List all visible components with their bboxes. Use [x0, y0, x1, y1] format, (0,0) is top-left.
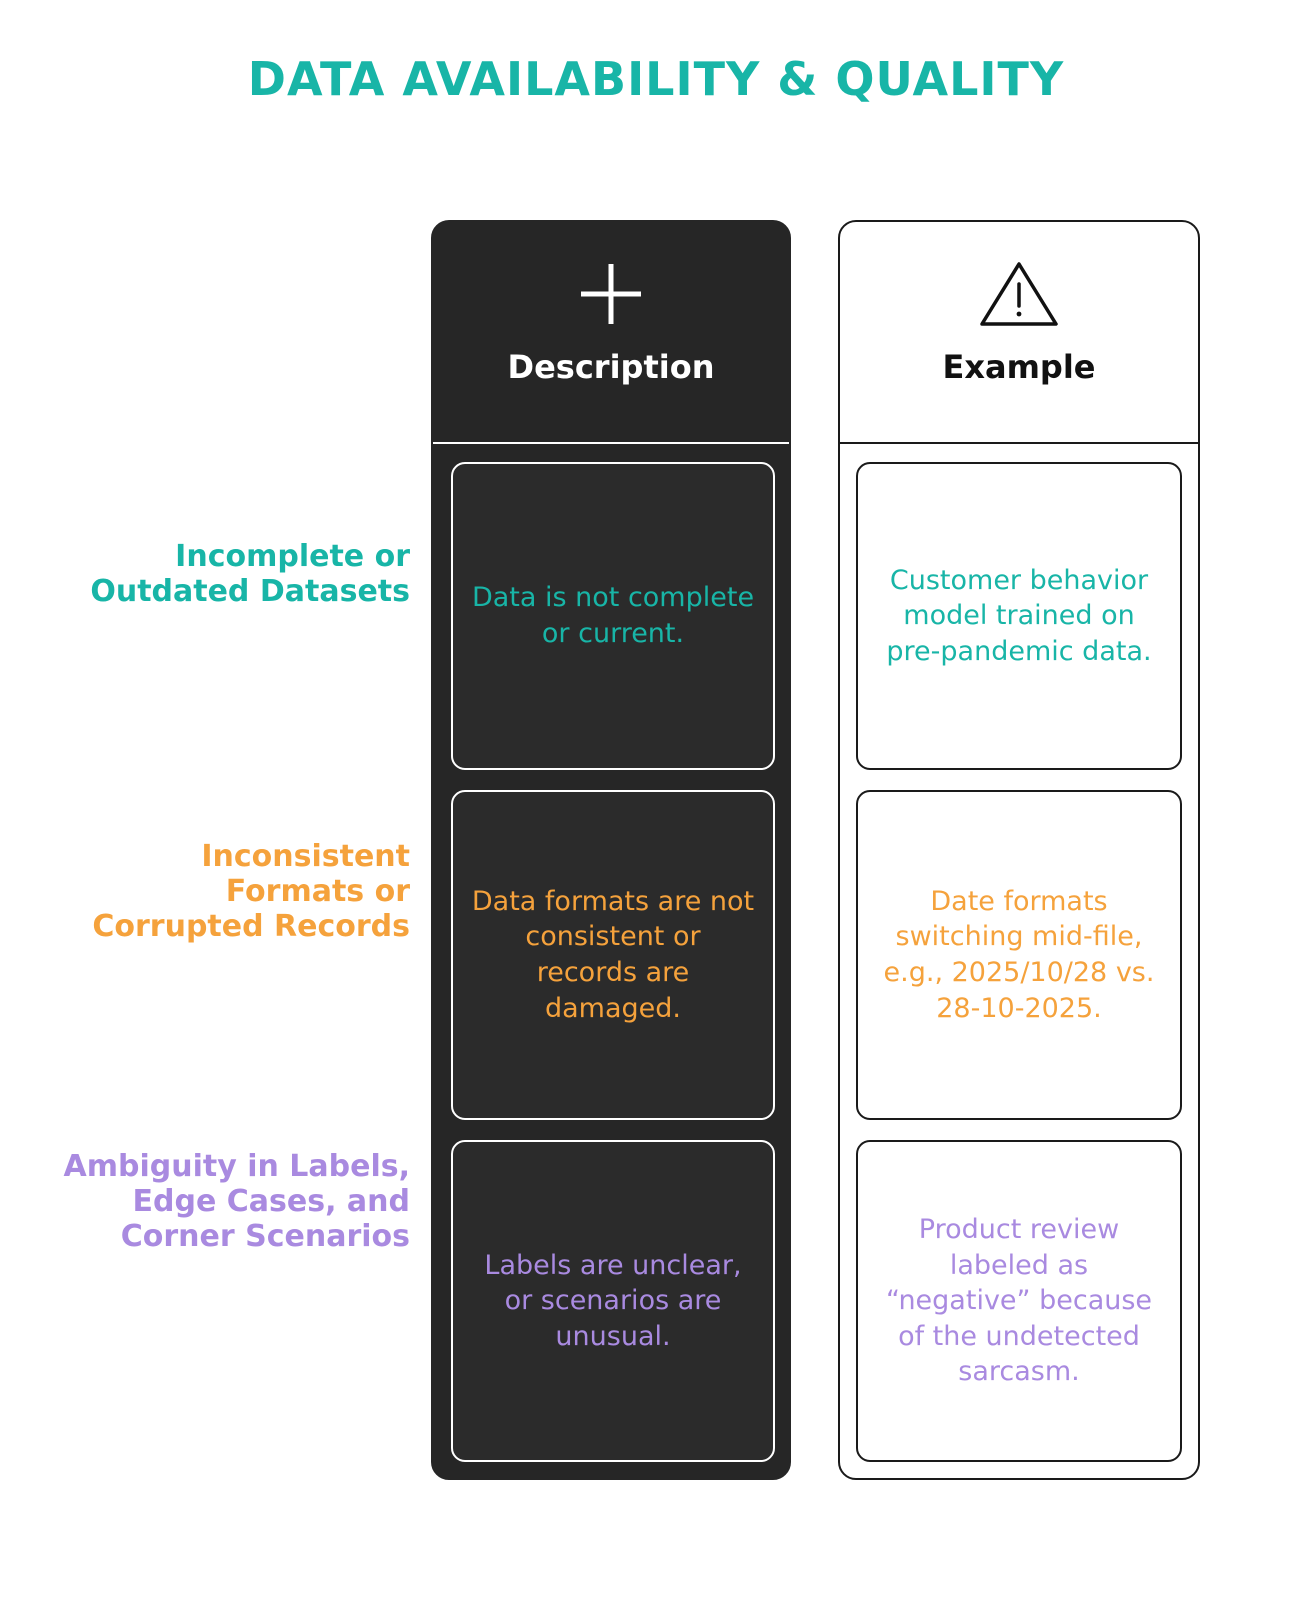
example-column-title: Example	[942, 348, 1096, 386]
description-column-title: Description	[507, 348, 715, 386]
comparison-matrix	[0, 220, 1312, 1520]
cell-description-inconsistent: Data formats are not consistent or records are damaged.	[451, 790, 775, 1120]
description-column-header	[433, 222, 789, 444]
description-column	[431, 220, 791, 1480]
row-label-inconsistent-formats: Inconsistent Formats or Corrupted Records	[92, 839, 410, 944]
cell-description-ambiguity: Labels are unclear, or scenarios are unusual.	[451, 1140, 775, 1462]
cell-example-incomplete: Customer behavior model trained on pre-pandemic data.	[856, 462, 1182, 770]
example-column	[838, 220, 1200, 1480]
cell-example-ambiguity: Product review labeled as “negative” because of the undetected sarcasm.	[856, 1140, 1182, 1462]
row-label-incomplete-outdated-datasets: Incomplete or Outdated Datasets	[90, 539, 410, 609]
cell-example-inconsistent: Date formats switching mid-file, e.g., 2025/10/28 vs. 28-10-2025.	[856, 790, 1182, 1120]
page-title: DATA AVAILABILITY & QUALITY	[247, 52, 1065, 106]
example-column-header	[840, 222, 1198, 444]
row-label-ambiguity-labels: Ambiguity in Labels, Edge Cases, and Corner Scenarios	[63, 1149, 410, 1254]
warning-triangle-icon	[976, 256, 1062, 332]
plus-icon	[573, 256, 649, 332]
cell-description-incomplete: Data is not complete or current.	[451, 462, 775, 770]
